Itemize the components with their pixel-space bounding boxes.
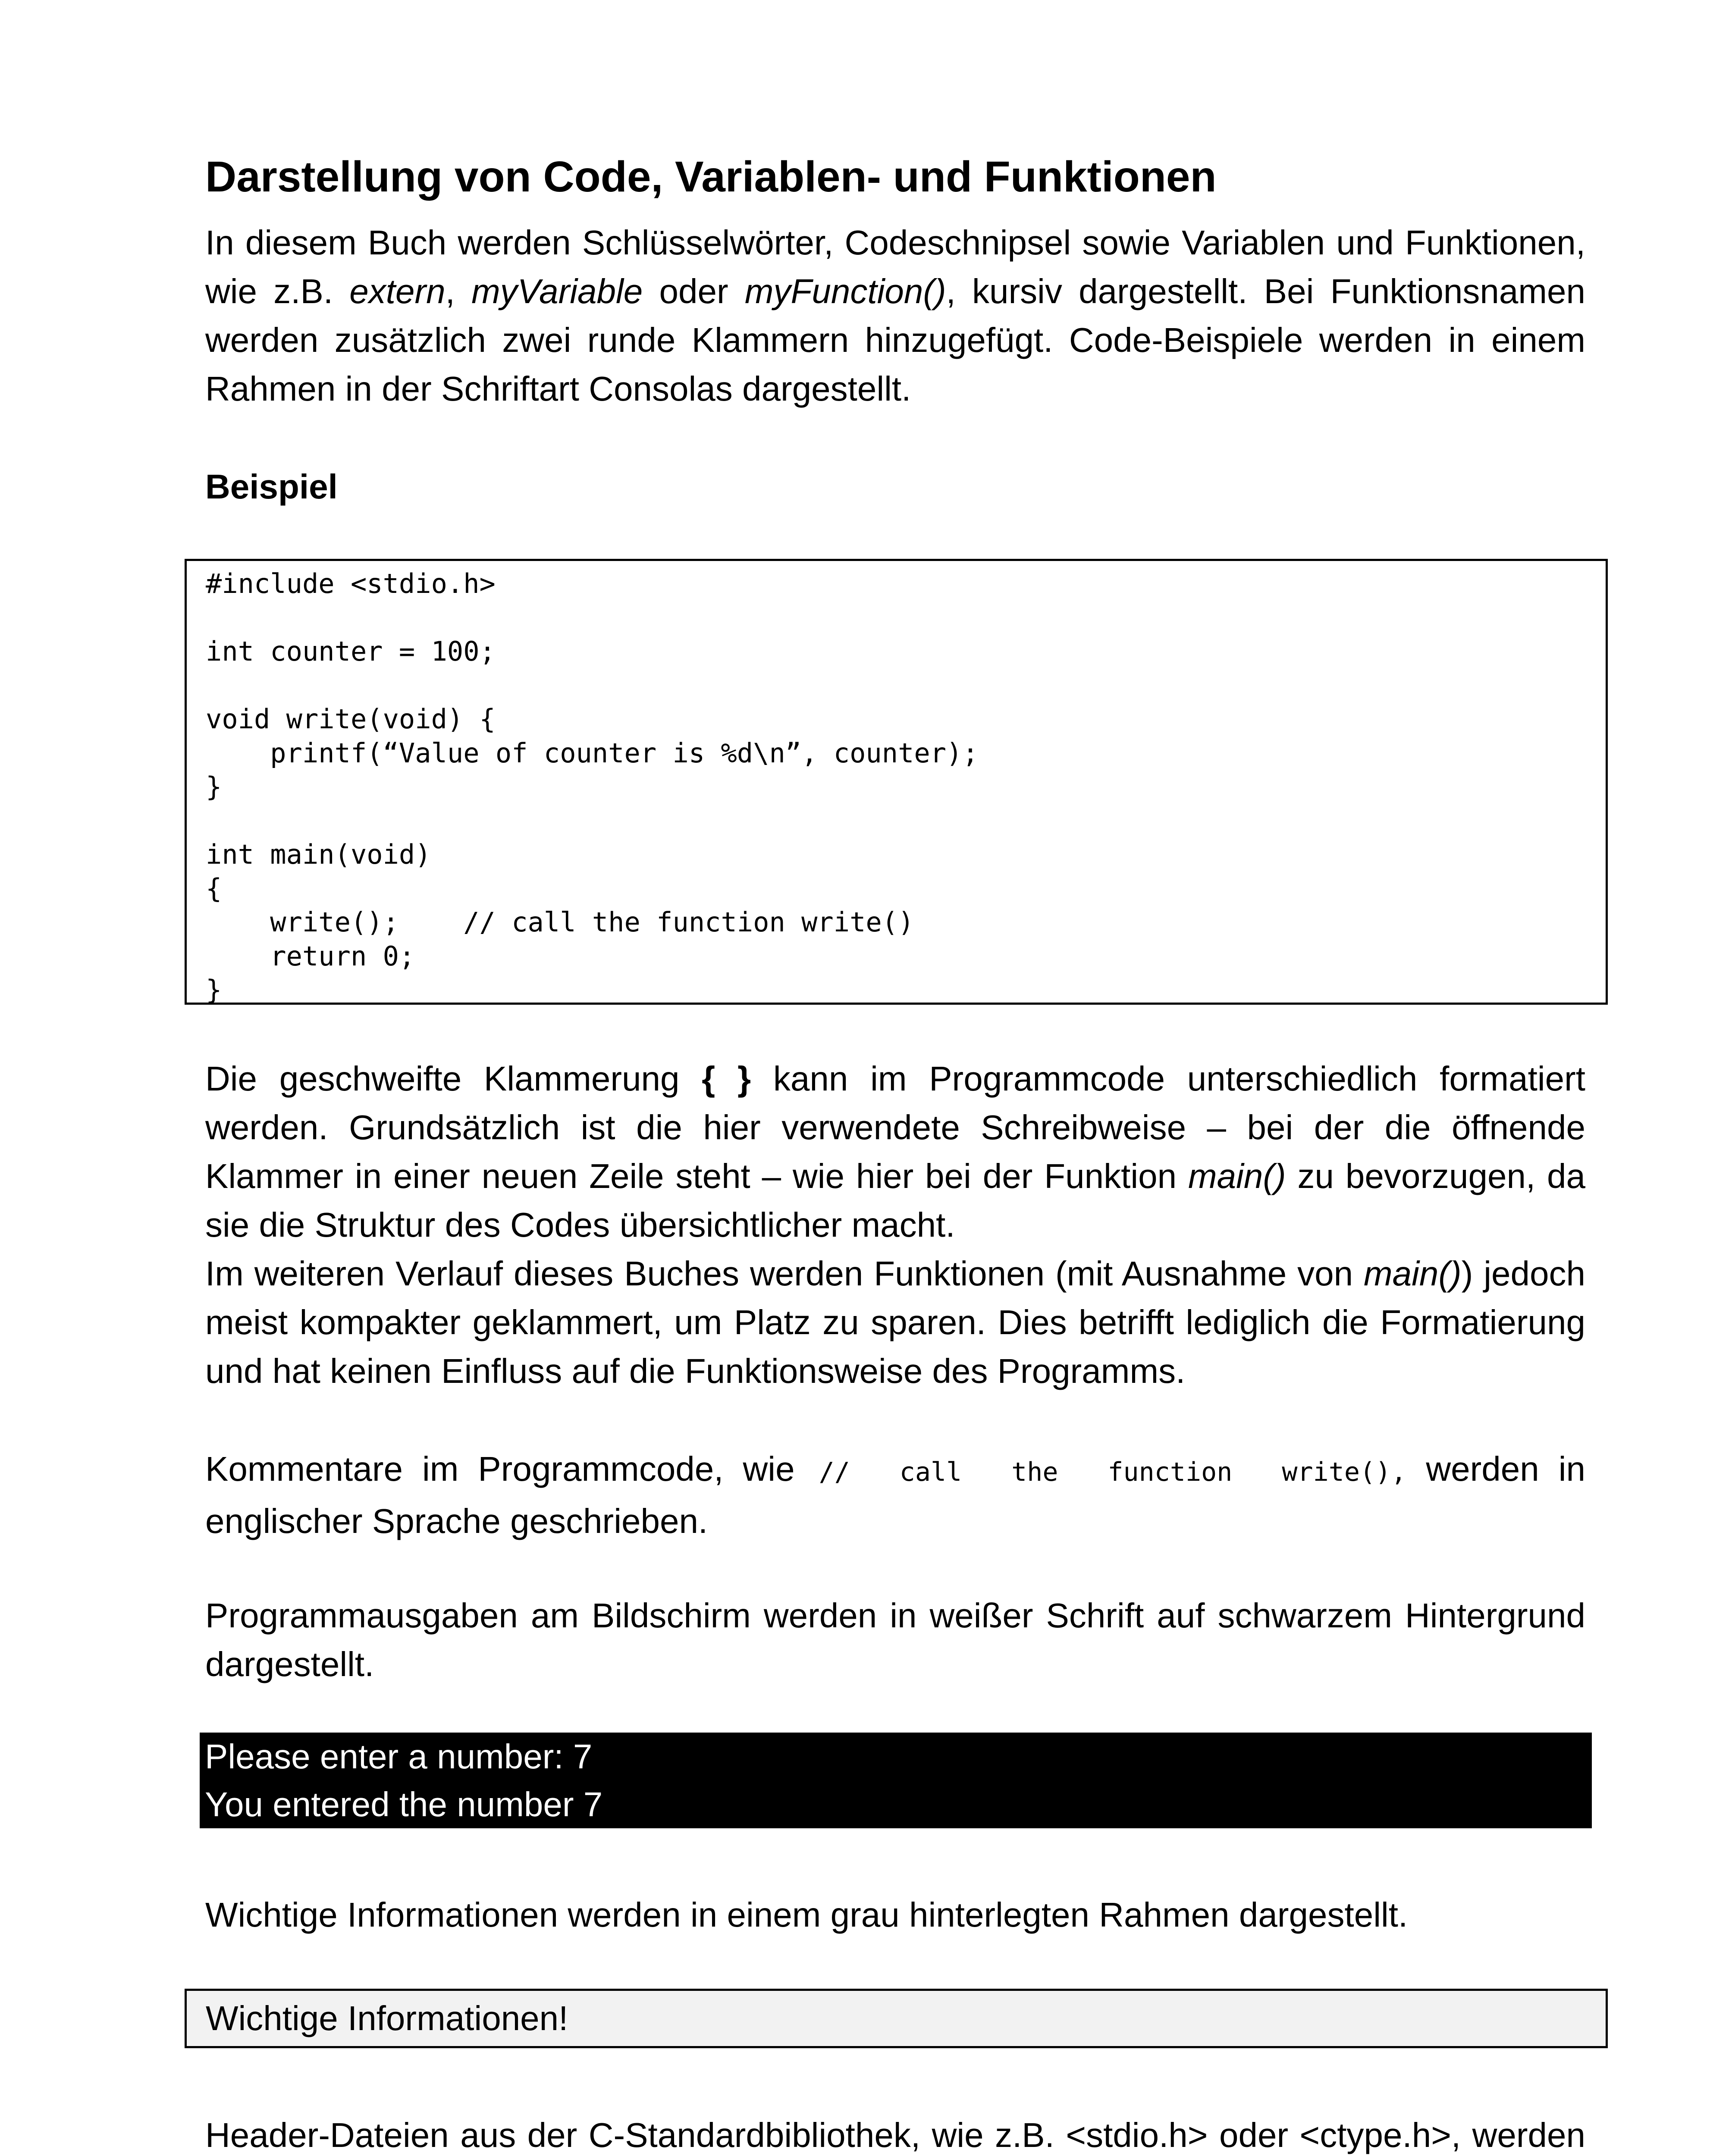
compact-text-1: Im weiteren Verlauf dieses Buches werden Funktionen (mit Ausnahme von: [205, 1254, 1364, 1293]
code-line: return 0;: [206, 940, 415, 972]
terminal-output-box: [200, 1733, 1592, 1828]
header-files-paragraph: Header-Dateien aus der C-Standardbibliothek, wie z.B. <stdio.h> oder <ctype.h>, werden: [205, 2116, 1585, 2154]
comments-text-2: werden in englischer Sprache geschrieben.: [205, 1450, 1585, 1540]
output-paragraph: Programmausgaben am Bildschirm werden in weißer Schrift auf schwarzem Hintergrund dargestellt.: [205, 1596, 1585, 1683]
code-example-box: [185, 559, 1608, 1005]
code-line: {: [206, 872, 222, 904]
code-line: printf(“Value of counter is %d\n”, counter);: [206, 737, 979, 769]
code-line: write(); // call the function write(): [206, 906, 914, 938]
code-line: [206, 601, 1606, 635]
braces-text-3: zu bevorzugen, da sie die Struktur des Codes übersichtlicher macht.: [205, 1157, 1586, 1244]
important-info-box: Wichtige Informationen!: [185, 1989, 1608, 2048]
code-line: }: [206, 771, 222, 802]
braces-text-2: kann im Programmcode unterschiedlich formatiert werden. Grundsätzlich ist die hier verwendete Schreibweise – bei der die öffnende Klammer in einer neuen Zeile steht – wie hier bei der Funktion: [205, 1059, 1585, 1195]
comments-text-1: Kommentare im Programmcode, wie: [205, 1450, 795, 1488]
code-line: #include <stdio.h>: [206, 568, 496, 599]
compact-paragraph: [205, 1249, 1585, 1395]
code-line: [206, 804, 1606, 838]
variable-name: myVariable: [471, 272, 643, 310]
code-line: void write(void) {: [206, 703, 496, 735]
intro-sep-1: ,: [445, 272, 472, 310]
inline-code-comment: // call the function write(),: [819, 1457, 1407, 1487]
code-line: }: [206, 974, 222, 1006]
main-function-name: main(): [1188, 1157, 1286, 1195]
braces-paragraph: [205, 1054, 1585, 1249]
terminal-line: Please enter a number: 7: [205, 1737, 593, 1776]
keyword-extern: extern: [349, 272, 446, 310]
example-heading: Beispiel: [205, 467, 338, 506]
intro-text-1: In diesem Buch werden Schlüsselwörter, Codeschnipsel sowie Variablen und Funktionen, wie z.B.: [205, 223, 1585, 310]
intro-sep-2: oder: [643, 272, 745, 310]
code-line: [206, 669, 1606, 703]
compact-text-2: ) jedoch meist kompakter geklammert, um Platz zu sparen. Dies betrifft lediglich die Formatierung und hat keinen Einfluss auf die Funktionsweise des Programms.: [205, 1254, 1585, 1390]
intro-text-2: , kursiv dargestellt. Bei Funktionsnamen werden zusätzlich zwei runde Klammern hinzugefügt. Code-Beispiele werden in einem Rahmen in der Schriftart Consolas dargestellt.: [205, 272, 1586, 408]
terminal-line: You entered the number 7: [205, 1785, 603, 1824]
code-line: int main(void): [206, 839, 431, 870]
braces-text-1: Die geschweifte Klammerung: [205, 1059, 702, 1098]
main-function-name: main(): [1364, 1254, 1462, 1293]
page-title: Darstellung von Code, Variablen- und Funktionen: [205, 153, 1217, 201]
code-line: int counter = 100;: [206, 636, 496, 667]
info-paragraph: Wichtige Informationen werden in einem grau hinterlegten Rahmen dargestellt.: [205, 1896, 1408, 1934]
intro-paragraph: [205, 218, 1585, 413]
braces-symbol: { }: [702, 1059, 751, 1098]
function-name: myFunction(): [744, 272, 946, 310]
comments-paragraph: [205, 1445, 1585, 1545]
